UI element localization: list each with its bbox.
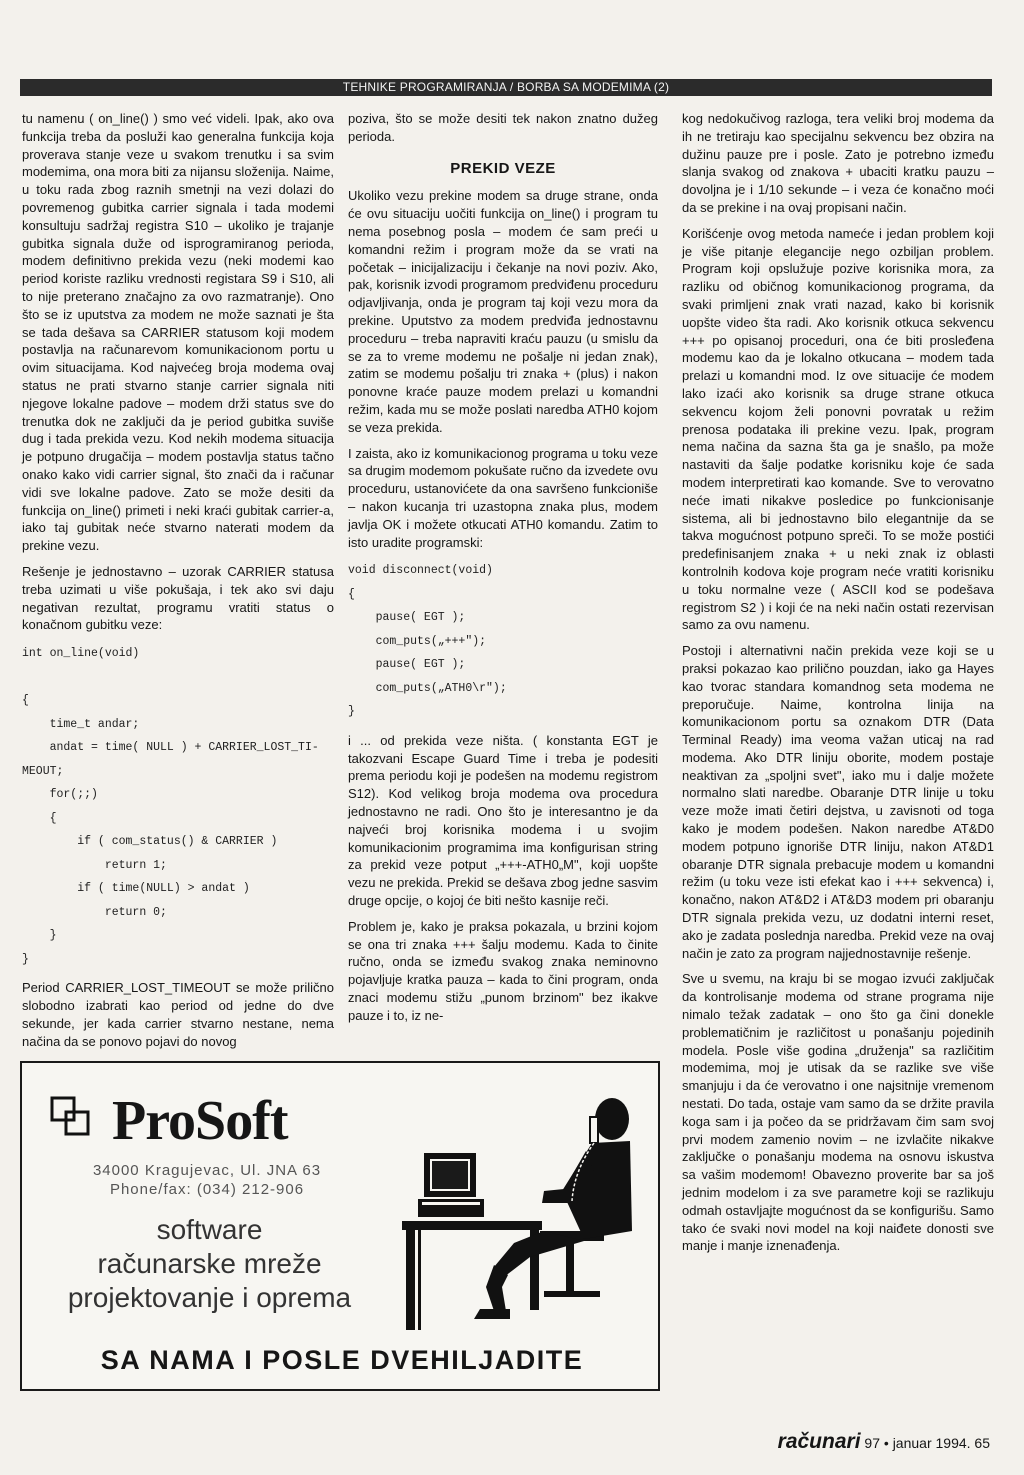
ad-brand-name: ProSoft [112, 1090, 288, 1152]
article-column-2 [348, 110, 658, 1033]
issue-number: 97 [864, 1435, 880, 1451]
paragraph: Ukoliko vezu prekine modem sa druge strane, onda će ovu situaciju uočiti funkcija on_line() i program tu nema posebnog posla – modem će sam preći u komandni režim i program može da se vrati na početak – inicijalizaciju i čekanje na novi poziv. Ako, pak, korisnik izvodi programom predviđenu proceduru odjavljivanja, onda je program taj koji vezu mora da prekine. Uputstvo za modem predviđa jednostavnu proceduru – treba napraviti kraću pauzu (u smislu da se za to vreme modemu ne pošalje ni jedan znak), zatim se modemu pošalju tri znaka + (plus) i nakon ponovne kraće pauze modem prelazi u komandni režim, kada mu se može poslati naredba ATH0 kojom se veza prekida. [348, 188, 658, 435]
issue-date: januar 1994. [892, 1435, 971, 1451]
code-listing-disconnect: void disconnect(void) { pause( EGT ); com_puts(„+++"); pause( EGT ); com_puts(„ATH0\r"); } [348, 564, 507, 719]
section-header-bar: TEHNIKE PROGRAMIRANJA / BORBA SA MODEMIMA (2) [20, 79, 992, 96]
ad-slogan: SA NAMA I POSLE DVEHILJADITE [100, 1345, 584, 1375]
magazine-name: računari [777, 1430, 861, 1453]
paragraph: I zaista, ako iz komunikacionog programa u toku veze sa drugim modemom pokušate ručno da izvedete ovu proceduru, ustanovićete da ona savršeno funkcioniše – nakon kucanja tri uzastopna znaka plus, modem javlja OK i možete otkucati ATH0 komandu. Zatim to isto uradite programski: [348, 445, 658, 550]
paragraph: Period CARRIER_LOST_TIMEOUT se može prilično slobodno izabrati kao period od jedne do dve sekunde, jer kada carrier stvarno nestane, nema načina da se ponovo pojavi do novog [22, 980, 334, 1049]
prosoft-advertisement [20, 1061, 660, 1391]
code-listing-on-line: int on_line(void) { time_t andar; andat = time( NULL ) + CARRIER_LOST_TI- MEOUT; for(;;) { if ( com_status() & CARRIER ) return 1; if ( time(NULL) > andat ) return 0; } } [22, 647, 319, 966]
ad-phone: Phone/fax: (034) 212-906 [109, 1181, 305, 1198]
ad-services-list [42, 1213, 377, 1315]
ad-address: 34000 Kragujevac, Ul. JNA 63 [92, 1162, 322, 1179]
paragraph: Sve u svemu, na kraju bi se mogao izvući zaključak da kontrolisanje modema od strane programa nije nimalo težak zadatak – ono što ga čini donekle problematičnim je različitost u ponašanju pojedinih modela. Posle više godina „druženja" sa različitim modemima, moj je utisak da se razlike sve više smanjuju i da će verovatno i one najsitnije vremenom nestati. Do tada, ostaje vam samo da se držite pravila koga sam i ja počeo da se pridržavam čim sam svoj prvi modem zamenio novim – ne izvlačite nikakve zaključke o ponašanju modema na osnovu iskustva sa vašim modemom! Obavezno proverite bar sa još jednim modelom i za sve parametre koji se razlikuju odmah ostavljajte mogućnost da se konfigurišu. Samo tako će svaki novi model na koji naiđete donosti sve manje i manje iznenađenja. [682, 971, 994, 1254]
ad-service: projektovanje i oprema [67, 1282, 352, 1313]
paragraph: Postoji i alternativni način prekida veze koji se u praksi pokazao kao prilično pouzdan, iako ga Hayes kao tvorac standara komandnog seta modema ne preporučuje. Naime, kontrolna linija na komunikacionom portu sa oznakom DTR (Data Terminal Ready) ima veoma važan uticaj na rad modema. Ako DTR liniju oborite, modem postaje neaktivan za „spoljni svet", iako mu i dalje možete normalno slati naredbe. Obaranje DTR linije u toku veze može imati četiri dejstva, u zavisnoti od toga kako je modem podešen. Nakon naredbe AT&D0 modem potpuno ignoriše DTR liniju, nakon AT&D1 obaranje DTR signala prebacuje modem u komandni režim (u toku veze isti efekat kao i +++ sekvenca) i, konačno, nakon AT&D2 i AT&D3 modem pri obaranju DTR signala prekida vezu, uz dodatni interni reset, ako je zadata poslednja naredba. Prekid veze na ovaj način je zato za program najjednostavnije rešenje. [682, 643, 994, 961]
paragraph: poziva, što se može desiti tek nakon znatno dužeg perioda. [348, 111, 658, 144]
paragraph: Korišćenje ovog metoda nameće i jedan problem koji je više pitanje elegancije nego ozbiljan problem. Program koji opslužuje pozive korisnika mora, za razliku od običnog komunikacionog programa, da svaki primljeni znak vrati nazad, kako bi korisnik uopšte video šta radi. Ako korisnik otkuca sekvencu +++ po opisanoj proceduri, ona će biti prosleđena modemu kao da je lokalno otkucana – modem tada prelazi u komandni mod. Iz ove situacije će modem lako izaći ako korisnik sa druge strane otkuca sekvencu kojom želi ponovni povratak u režim prenosa podataka ili prekine vezu. Ipak, program nema načina da sazna šta ga je snašlo, pa može nastaviti da šalje podatke korisniku koje će sada modem interpretirati kao komande. Sve to verovatno neće imati nikakve posledice po funkcionisanje sistema, ali bi jednostavno bilo elegantnije da se takva mogućnost potpuno spreči. To se može postići predefinisanjem znaka + u neki znak iz oblasti kontrolnih kodova koje program neće vratiti korisniku u toku normalne veze ( ASCII kod se podešava registrom S2 ) i koji će na neki način ostati rezervisan samo za ovu namenu. [682, 225, 994, 633]
paragraph: Rešenje je jednostavno – uzorak CARRIER statusa treba uzimati u više pokušaja, i tek ako svi daju negativan rezultat, programu vratiti status o konačnom gubitku veze: [22, 563, 334, 633]
article-column-3 [682, 110, 994, 1263]
prosoft-logo-icon [50, 1096, 90, 1136]
ad-service: računarske mreže [97, 1248, 322, 1279]
paragraph: i ... od prekida veze ništa. ( konstanta EGT je takozvani Escape Guard Time i treba je podesiti prema periodu koji je podešen na modemu registrom S12). Kod velikog broja modema ova procedura jednostavno ne radi. Ono što je interesantno je da najveći broj korisnika modema i u svojim komunikacionim programima ima konfigurisan string za prekid veze potput „+++-ATH0„M", koji uopšte vezu ne prekida. Prekid se dešava zbog jedne sasvim druge opcije, o kojoj će biti nešto kasnije reči. [348, 732, 659, 908]
businessman-at-computer-illustration [394, 1081, 634, 1331]
paragraph: Problem je, kako je praksa pokazala, u brzini kojom se ona tri znaka +++ šalju modemu. Kada to činite ručno, onda se između svakog znaka neminovno pojavljuje kratka pauza – kada to čini program, onda znaci modemu stižu „punom brzinom" bez ikakve pauze i to, iz ne- [348, 918, 658, 1023]
page-number: 65 [974, 1435, 990, 1451]
ad-contact [62, 1161, 352, 1199]
ad-service: software [156, 1214, 263, 1245]
page-footer [778, 1432, 990, 1453]
paragraph: tu namenu ( on_line() ) smo već videli. Ipak, ako ova funkcija treba da posluži kao generalna funkcija koja proverava stanje veze u svakom trenutku i sa svim modemima, ona mora biti za nijansu složenija. Naime, u toku rada zbog raznih smetnji na vezi dolazi do povremenog gubitka carrier signala i tada modemi konsultuju sadržaj registra S10 – ukoliko je trajanje gubitka signala duže od isprogramiranog perioda, modem definitivno prekida vezu (neki modemi kao period koriste razliku vrednosti registara S9 i S10, ali to nije preterano značajno za ovo razmatranje). Ono što se iz uputstva za modem ne može saznati je šta se tada dešava sa CARRIER statusom koji modem postavlja na računarevom komunikacionom portu u ovim situacijama. Kod najvećeg broja modema ovaj status ne prati stvarno stanje carrier signala niti njegove lokalne padove – modem drži status sve do trenutka dok ne zaključi da je period gubitka suviše dug i tada prekida vezu. Kod nekih modema situacija je potpuno drugačija – modem postavlja status tačno onako kako vidi carrier signal, što znači da i računar vidi sve lokalne padove. Zato se može desiti da funkcija on_line() primeti i neki kraći gubitak carrier-a, iako taj gubitak neće stvarno naterati modem da prekine vezu. [22, 111, 334, 554]
bullet-separator: • [883, 1435, 889, 1451]
article-column-1 [22, 110, 334, 1058]
paragraph: kog nedokučivog razloga, tera veliki broj modema da ih ne tretiraju kao specijalnu sekvencu bez obzira na dužinu pauze pre i posle. Zato je potrebno između slanja svakog od znakova + ubaciti kratku pauzu – dovoljna je i 1/10 sekunde – i veza će konačno moći da se prekine i na ovaj propisani način. [682, 111, 994, 215]
section-subheading: PREKID VEZE [450, 159, 556, 177]
